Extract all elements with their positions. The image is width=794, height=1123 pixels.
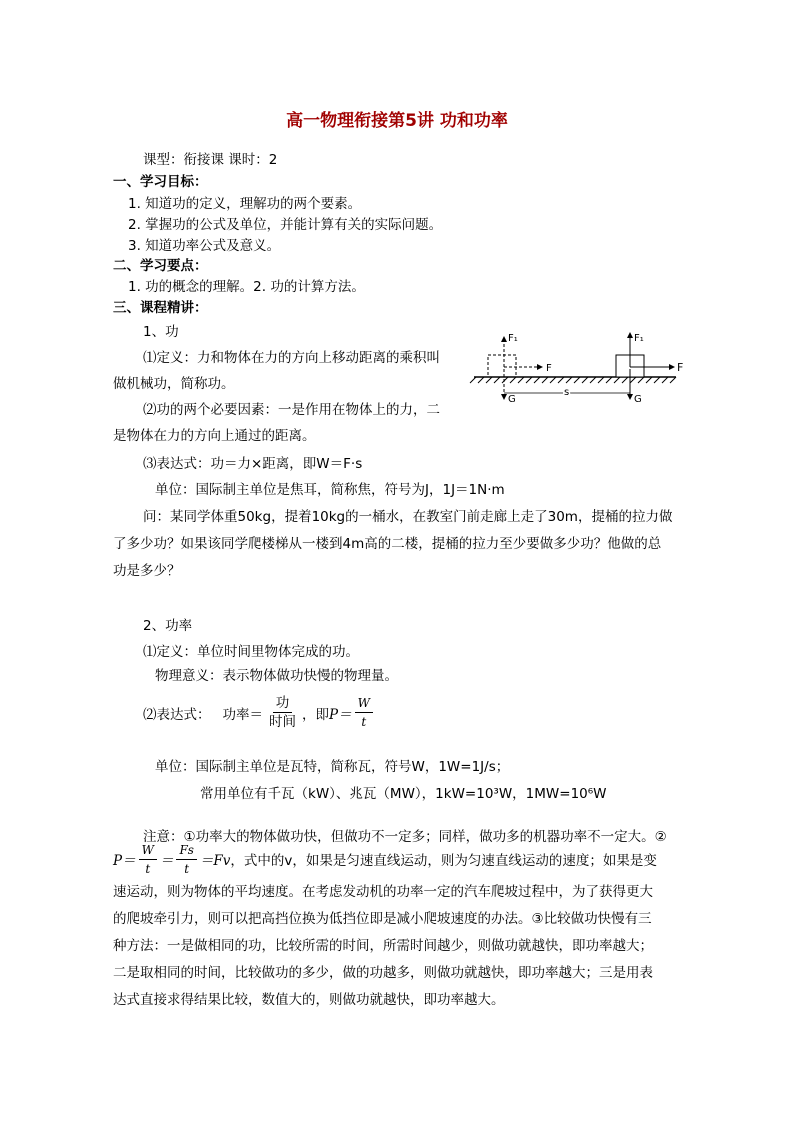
fraction-denominator: 时间 xyxy=(269,714,296,730)
key-points: 1. 功的概念的理解。2. 功的计算方法。 xyxy=(128,279,365,295)
note-line1: 注意：①功率大的物体做功快，但做功不一定多；同样，做功多的机器功率不一定大。② xyxy=(143,829,667,845)
note-fv: ＝Fv xyxy=(199,853,231,869)
note-fraction-w-t xyxy=(139,841,157,878)
work-heading: 1、功 xyxy=(143,324,179,340)
fraction-w: W xyxy=(355,694,373,713)
power-expr-word: 功率＝ xyxy=(222,706,263,723)
note-line2-text: ，式中的v，如果是匀速直线运动，则为匀速直线运动的速度；如果是变 xyxy=(230,853,657,869)
goal-1: 1. 知道功的定义，理解功的两个要素。 xyxy=(128,196,362,212)
f1-label-left: F₁ xyxy=(508,333,518,344)
note-p-equals: P＝ xyxy=(113,853,136,869)
power-expression xyxy=(143,694,376,731)
work-factors-line1: ⑵功的两个必要因素：一是作用在物体上的力，二 xyxy=(143,402,440,418)
power-unit-common: 常用单位有千瓦（kW）、兆瓦（MW），1kW=10³W，1MW=10⁶W xyxy=(200,786,607,802)
power-p-equals: P＝ xyxy=(329,706,352,723)
power-heading: 2、功率 xyxy=(143,618,193,634)
note-line4: 的爬坡牵引力，则可以把高挡位换为低挡位即是减小爬坡速度的办法。③比较做功快慢有三 xyxy=(113,911,652,927)
force-diagram xyxy=(466,325,691,410)
work-factors-line2: 是物体在力的方向上通过的距离。 xyxy=(113,428,316,444)
note-fs: Fs xyxy=(176,841,196,860)
note-line6: 二是取相同的时间，比较做功的多少，做的功越多，则做功就越快，即功率越大；三是用表 xyxy=(113,965,653,981)
work-def-line2: 做机械功，简称功。 xyxy=(113,376,235,392)
fraction-t: t xyxy=(361,715,367,729)
distance-label: s xyxy=(564,387,570,398)
note-t2: t xyxy=(184,861,190,876)
power-definition: ⑴定义：单位时间里物体完成的功。 xyxy=(143,644,359,660)
initial-position-box xyxy=(488,355,516,377)
question-line3: 功是多少？ xyxy=(113,563,181,579)
section-1-heading: 一、学习目标： xyxy=(113,174,208,190)
section-2-heading: 二、学习要点： xyxy=(113,258,208,274)
fraction-numerator: 功 xyxy=(273,694,293,713)
note-fraction-fs-t xyxy=(176,841,196,878)
note-w: W xyxy=(139,841,157,860)
f1-label-right: F₁ xyxy=(634,333,644,344)
work-unit: 单位：国际制主单位是焦耳，简称焦，符号为J，1J＝1N·m xyxy=(155,482,505,498)
f-label-left: F xyxy=(546,363,552,374)
note-t: t xyxy=(145,861,151,876)
note-equals: ＝ xyxy=(159,853,174,869)
goal-2: 2. 掌握功的公式及单位，并能计算有关的实际问题。 xyxy=(128,217,443,233)
note-line5: 种方法：一是做相同的功，比较所需的时间，所需时间越少，则做功就越快，即功率越大； xyxy=(113,938,653,954)
power-word-fraction xyxy=(266,694,299,731)
page-title: 高一物理衔接第5讲 功和功率 xyxy=(286,111,508,131)
work-expression: ⑶表达式：功＝力×距离，即W＝F·s xyxy=(143,456,363,472)
power-expr-mid: ，即 xyxy=(302,706,329,723)
question-line2: 了多少功？如果该同学爬楼梯从一楼到4m高的二楼，提桶的拉力至少要做多少功？他做的总 xyxy=(113,536,662,552)
lesson-meta: 课型：衔接课 课时：2 xyxy=(143,152,278,168)
goal-3: 3. 知道功率公式及意义。 xyxy=(128,238,281,254)
power-symbol-fraction xyxy=(355,694,373,731)
work-def-line1: ⑴定义：力和物体在力的方向上移动距离的乘积叫 xyxy=(143,350,440,366)
note-line7: 达式直接求得结果比较，数值大的，则做功就越快，即功率越大。 xyxy=(113,992,505,1008)
power-expr-label: ⑵表达式： xyxy=(143,706,211,723)
g-label-right: G xyxy=(634,394,642,405)
question-line1: 问：某同学体重50kg，提着10kg的一桶水，在教室门前走廊上走了30m，提桶的拉力做 xyxy=(143,509,673,525)
power-unit: 单位：国际制主单位是瓦特，简称瓦，符号W，1W=1J/s； xyxy=(155,759,510,775)
note-line2 xyxy=(113,842,657,876)
f-label-right: F xyxy=(677,361,684,374)
g-label-left: G xyxy=(508,394,516,405)
ground-hatching xyxy=(470,377,676,383)
power-meaning: 物理意义：表示物体做功快慢的物理量。 xyxy=(155,668,398,684)
section-3-heading: 三、课程精讲： xyxy=(113,300,208,316)
note-line3: 速运动，则为物体的平均速度。在考虑发动机的功率一定的汽车爬坡过程中，为了获得更大 xyxy=(113,884,653,900)
